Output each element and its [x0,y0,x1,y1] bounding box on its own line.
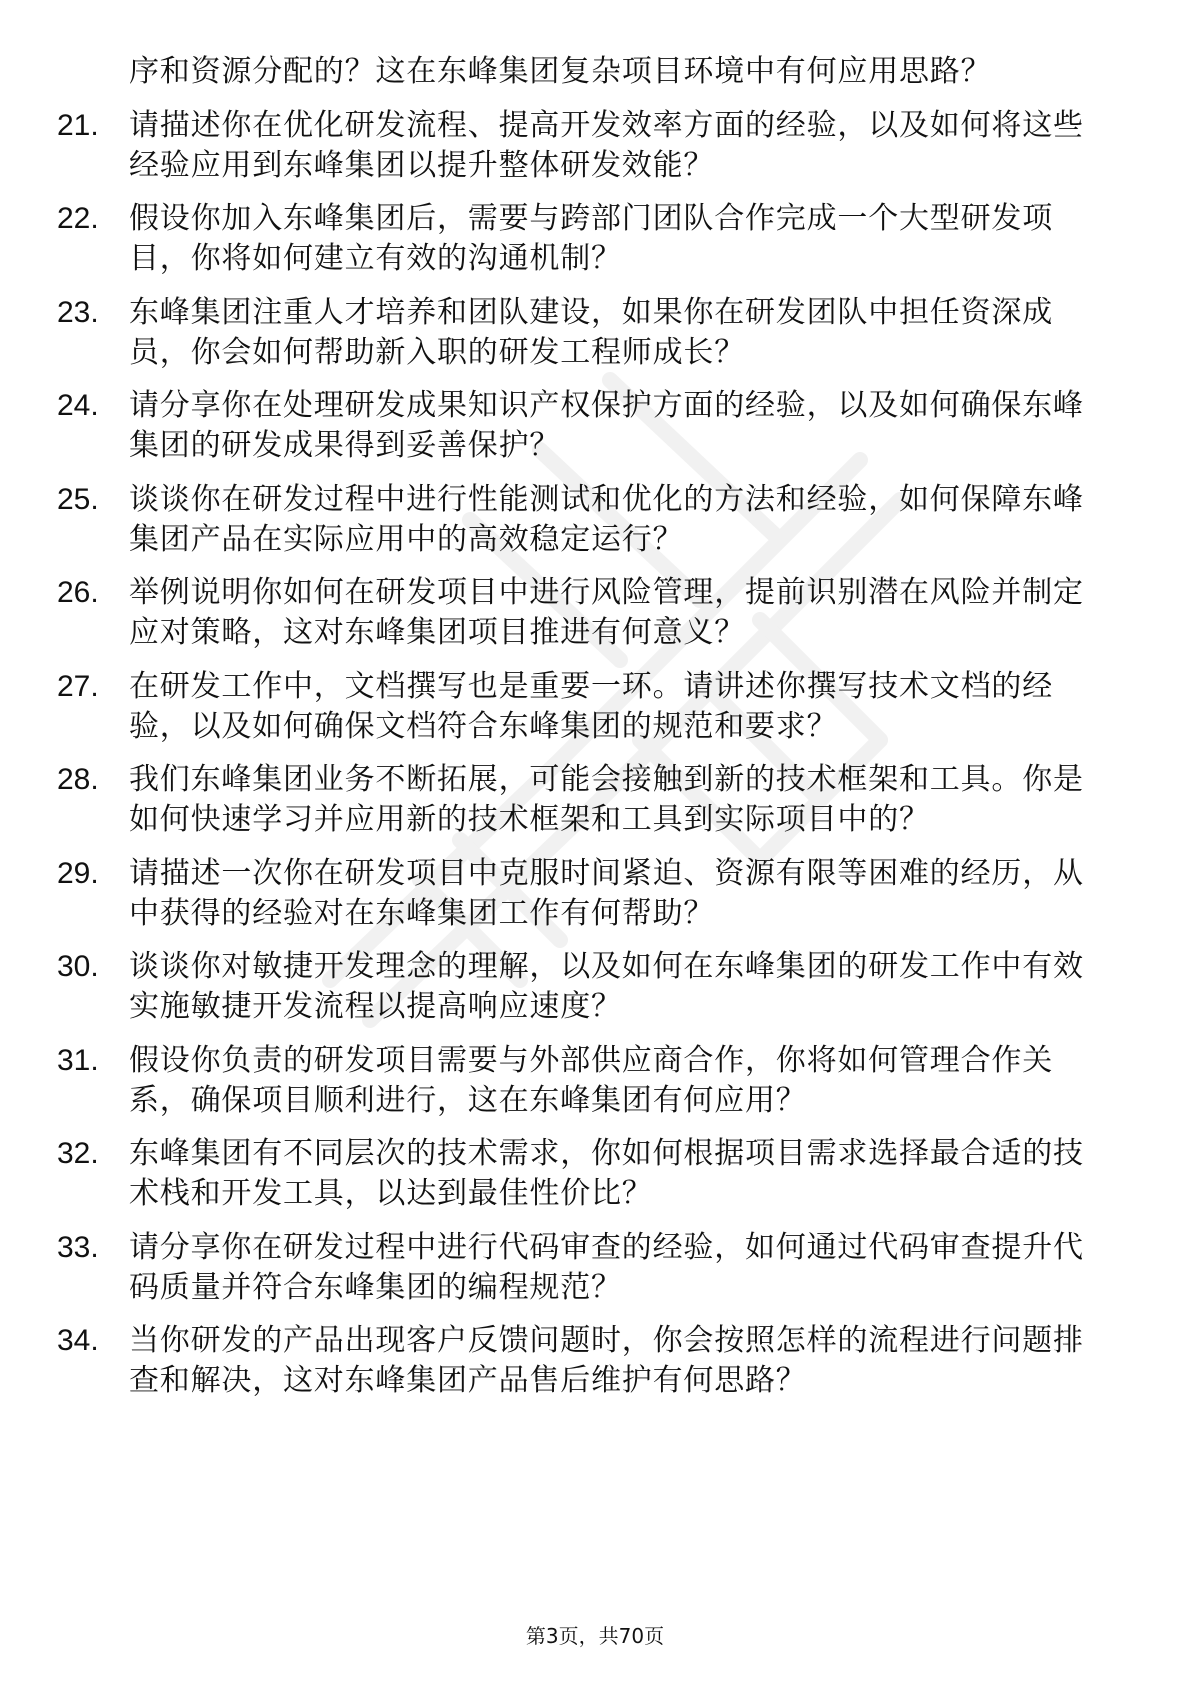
list-item [0,573,1190,653]
question-text: 谈谈你对敏捷开发理念的理解，以及如何在东峰集团的研发工作中有效实施敏捷开发流程以提高响应速度？ [129,949,1084,1024]
question-text: 举例说明你如何在研发项目中进行风险管理，提前识别潜在风险并制定应对策略，这对东峰集团项目推进有何意义？ [129,575,1084,650]
question-text: 东峰集团有不同层次的技术需求，你如何根据项目需求选择最合适的技术栈和开发工具，以达到最佳性价比？ [129,1136,1084,1211]
page-footer: 第3页，共70页 [525,1624,665,1648]
question-text: 请描述你在优化研发流程、提高开发效率方面的经验，以及如何将这些经验应用到东峰集团以提升整体研发效能？ [129,107,1084,183]
question-list [0,52,1190,1415]
question-text: 假设你加入东峰集团后，需要与跨部门团队合作完成一个大型研发项目，你将如何建立有效的沟通机制？ [129,201,1053,276]
question-number: 25. [57,482,99,516]
list-item [0,480,1190,560]
question-text: 请描述一次你在研发项目中克服时间紧迫、资源有限等困难的经历，从中获得的经验对在东峰集团工作有何帮助？ [129,855,1084,931]
list-item [0,386,1190,466]
question-number: 29. [57,856,99,890]
list-item [0,52,1190,92]
question-number: 26. [57,576,99,609]
question-number: 21. [57,108,99,142]
list-item [0,1041,1190,1121]
list-item [0,854,1190,934]
list-item [0,199,1190,279]
question-text: 东峰集团注重人才培养和团队建设，如果你在研发团队中担任资深成员，你会如何帮助新入职的研发工程师成长？ [129,294,1053,370]
question-text: 序和资源分配的？这在东峰集团复杂项目环境中有何应用思路？ [129,54,992,89]
question-text: 在研发工作中，文档撰写也是重要一环。请讲述你撰写技术文档的经验，以及如何确保文档符合东峰集团的规范和要求？ [129,668,1053,744]
question-number: 27. [57,669,99,703]
question-text: 假设你负责的研发项目需要与外部供应商合作，你将如何管理合作关系，确保项目顺利进行，这在东峰集团有何应用？ [129,1042,1053,1118]
list-item [0,1228,1190,1308]
question-text: 我们东峰集团业务不断拓展，可能会接触到新的技术框架和工具。你是如何快速学习并应用新的技术框架和工具到实际项目中的？ [129,762,1084,837]
list-item [0,667,1190,747]
list-item [0,760,1190,840]
question-text: 请分享你在处理研发成果知识产权保护方面的经验，以及如何确保东峰集团的研发成果得到妥善保护？ [129,388,1084,463]
question-text: 请分享你在研发过程中进行代码审查的经验，如何通过代码审查提升代码质量并符合东峰集团的编程规范？ [129,1229,1084,1305]
list-item [0,1321,1190,1401]
list-item [0,947,1190,1027]
list-item [0,1134,1190,1214]
question-number: 23. [57,295,99,329]
question-number: 32. [57,1137,99,1170]
question-text: 当你研发的产品出现客户反馈问题时，你会按照怎样的流程进行问题排查和解决，这对东峰集团产品售后维护有何思路？ [129,1323,1084,1398]
question-number: 34. [57,1324,99,1357]
question-number: 31. [57,1043,99,1077]
question-number: 33. [57,1230,99,1264]
question-number: 28. [57,763,99,796]
question-number: 30. [57,950,99,983]
question-number: 24. [57,389,99,422]
list-item [0,106,1190,186]
list-item [0,293,1190,373]
question-text: 谈谈你在研发过程中进行性能测试和优化的方法和经验，如何保障东峰集团产品在实际应用中的高效稳定运行？ [129,481,1084,557]
question-number: 22. [57,202,99,235]
